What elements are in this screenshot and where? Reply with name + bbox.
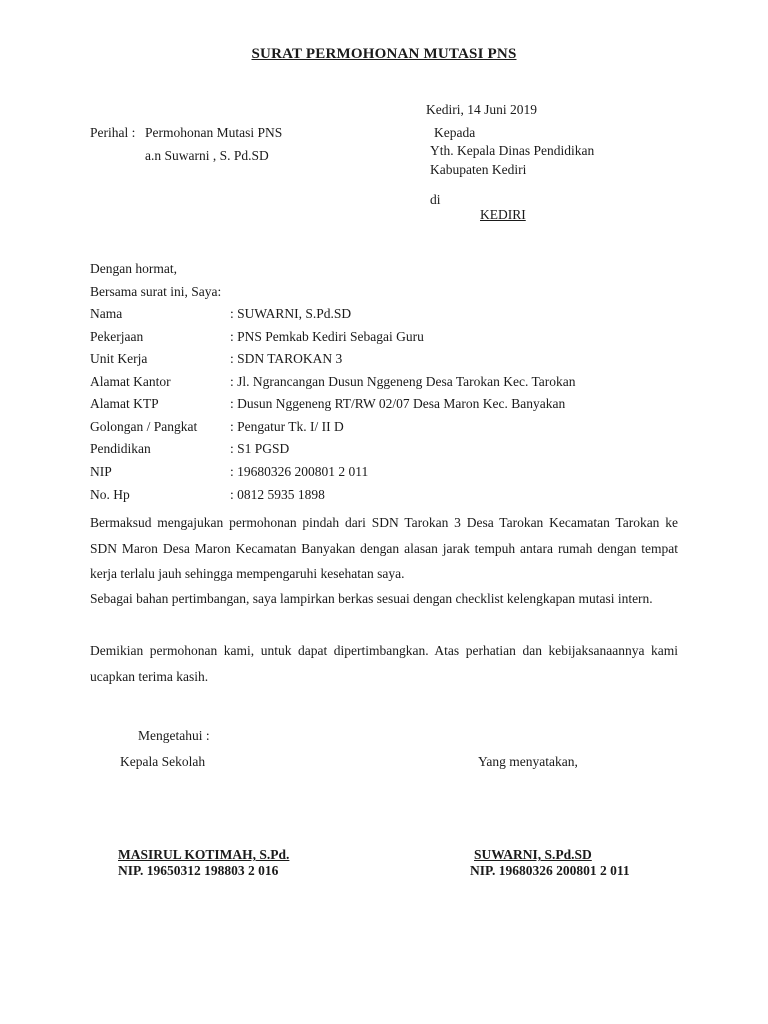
recipient-kepada: Kepada: [434, 125, 476, 140]
sign-left-role: Kepala Sekolah: [120, 754, 206, 769]
field-label: NIP: [90, 464, 112, 479]
field-label: No. Hp: [90, 487, 130, 502]
field-value: : PNS Pemkab Kediri Sebagai Guru: [230, 329, 424, 344]
sign-left-nip: NIP. 19650312 198803 2 016: [118, 863, 279, 878]
field-label: Pendidikan: [90, 441, 151, 456]
field-value: : Dusun Nggeneng RT/RW 02/07 Desa Maron Kec. Banyakan: [230, 396, 566, 411]
letter-title: SURAT PERMOHONAN MUTASI PNS: [251, 46, 517, 62]
recipient-line1: Yth. Kepala Dinas Pendidikan: [430, 143, 595, 158]
perihal-an: a.n Suwarni , S. Pd.SD: [145, 148, 269, 163]
intro-line: Bersama surat ini, Saya:: [90, 284, 222, 299]
sign-right-role: Yang menyatakan,: [478, 754, 578, 769]
field-label: Golongan / Pangkat: [90, 419, 198, 434]
field-value: : S1 PGSD: [230, 441, 290, 456]
field-value: : SUWARNI, S.Pd.SD: [230, 306, 352, 321]
field-label: Unit Kerja: [90, 351, 148, 366]
field-value: : SDN TAROKAN 3: [230, 351, 343, 366]
greeting: Dengan hormat,: [90, 261, 177, 276]
sign-left-name: MASIRUL KOTIMAH, S.Pd.: [118, 847, 290, 862]
body-paragraph: Sebagai bahan pertimbangan, saya lampirkan berkas sesuai dengan checklist kelengkapan mutasi intern.: [90, 591, 653, 606]
perihal-value: Permohonan Mutasi PNS: [145, 125, 283, 140]
sign-right-nip: NIP. 19680326 200801 2 011: [470, 863, 630, 878]
field-label: Alamat Kantor: [90, 374, 171, 389]
field-value: : 0812 5935 1898: [230, 487, 325, 502]
field-value: : Jl. Ngrancangan Dusun Nggeneng Desa Tarokan Kec. Tarokan: [230, 374, 576, 389]
mengetahui-label: Mengetahui :: [138, 728, 210, 743]
sign-right-name: SUWARNI, S.Pd.SD: [474, 847, 592, 862]
recipient-line2: Kabupaten Kediri: [430, 162, 527, 177]
body-paragraph: Bermaksud mengajukan permohonan pindah dari SDN Tarokan 3 Desa Tarokan Kecamatan Tarokan ke SDN Maron Desa Maron Kecamatan Banyakan dengan alasan jarak tempuh antara rumah dengan tempat kerja terlalu jauh sehingga mempengaruhi kesehatan saya.: [90, 515, 678, 581]
place-date: Kediri, 14 Juni 2019: [426, 102, 537, 117]
field-label: Nama: [90, 306, 123, 321]
field-label: Pekerjaan: [90, 329, 144, 344]
body-paragraph: Demikian permohonan kami, untuk dapat dipertimbangkan. Atas perhatian dan kebijaksanaannya kami ucapkan terima kasih.: [90, 643, 678, 684]
field-value: : Pengatur Tk. I/ II D: [230, 419, 344, 434]
perihal-label: Perihal :: [90, 125, 136, 140]
recipient-di: di: [430, 192, 441, 207]
field-label: Alamat KTP: [90, 396, 159, 411]
field-value: : 19680326 200801 2 011: [230, 464, 369, 479]
recipient-city: KEDIRI: [480, 207, 526, 222]
